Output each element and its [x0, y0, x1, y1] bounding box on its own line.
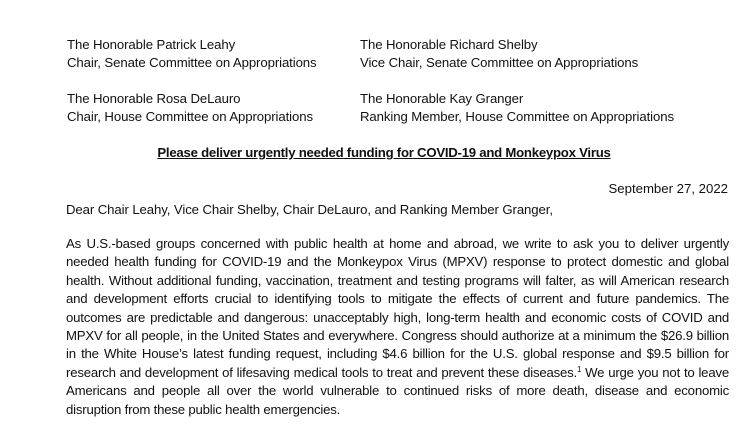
- addressee-shelby: [360, 36, 638, 72]
- footnote-reference[interactable]: 1: [577, 364, 582, 374]
- addressee-granger: [360, 90, 674, 126]
- addressee-name: The Honorable Patrick Leahy: [67, 37, 236, 52]
- letter-subject: Please deliver urgently needed funding for COVID-19 and Monkeypox Virus: [157, 145, 611, 160]
- addressee-title: Vice Chair, Senate Committee on Appropriations: [360, 55, 639, 70]
- body-text-part2: We urge you not to leave Americans and people all over the world vulnerable to continued risks of more death, disease and economic disruption from these public health emergencies.: [66, 364, 729, 417]
- addressee-leahy: [67, 36, 317, 72]
- addressee-delauro: [67, 90, 313, 126]
- addressee-name: The Honorable Rosa DeLauro: [67, 91, 241, 106]
- letter-body-paragraph: [66, 235, 729, 419]
- letter-date: September 27, 2022: [608, 181, 728, 196]
- addressee-title: Chair, Senate Committee on Appropriations: [67, 55, 317, 70]
- addressee-title: Chair, House Committee on Appropriations: [67, 109, 313, 124]
- addressee-name: The Honorable Richard Shelby: [360, 37, 538, 52]
- body-text-part1: As U.S.-based groups concerned with public health at home and abroad, we write to ask you to deliver urgently needed health funding for COVID-19 and the Monkeypox Virus (MPXV) response to protect domestic and global health. Without additional funding, vaccination, treatment and testing programs will falter, as will American research and development efforts crucial to identifying tools to mitigate the effects of current and future pandemics. The outcomes are predictable and dangerous: unacceptably high, long-term health and economic costs of COVID and MPXV for all people, in the United States and everywhere. Congress should authorize at a minimum the $26.9 billion in the White House’s latest funding request, including $4.6 billion for the U.S. global response and $9.5 billion for research and development of lifesaving medical tools to treat and prevent these diseases.: [66, 236, 729, 380]
- addressee-name: The Honorable Kay Granger: [360, 91, 524, 106]
- addressee-title: Ranking Member, House Committee on Appropriations: [360, 109, 674, 124]
- letter-salutation: Dear Chair Leahy, Vice Chair Shelby, Chair DeLauro, and Ranking Member Granger,: [66, 202, 553, 217]
